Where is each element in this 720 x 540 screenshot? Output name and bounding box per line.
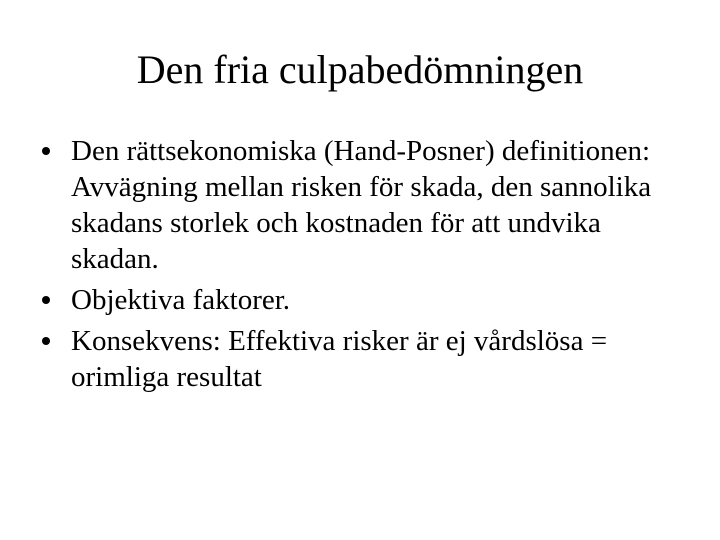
bullet-item — [40, 133, 680, 277]
slide-title: Den fria culpabedömningen — [136, 47, 584, 92]
bullet-text: Konsekvens: Effektiva risker är ej vårdslösa = orimliga resultat — [71, 325, 608, 393]
bullet-dot-icon — [42, 296, 50, 304]
bullet-text: Den rättsekonomiska (Hand-Posner) definitionen: Avvägning mellan risken för skada, den sannolika skadans storlek och kostnaden för att undvika skadan. — [71, 135, 652, 275]
bullet-dot-icon — [42, 147, 50, 155]
bullet-text: Objektiva faktorer. — [71, 284, 291, 316]
bullet-item — [40, 323, 680, 395]
bullet-item — [40, 282, 680, 318]
bullet-list — [40, 133, 680, 400]
bullet-dot-icon — [42, 337, 50, 345]
